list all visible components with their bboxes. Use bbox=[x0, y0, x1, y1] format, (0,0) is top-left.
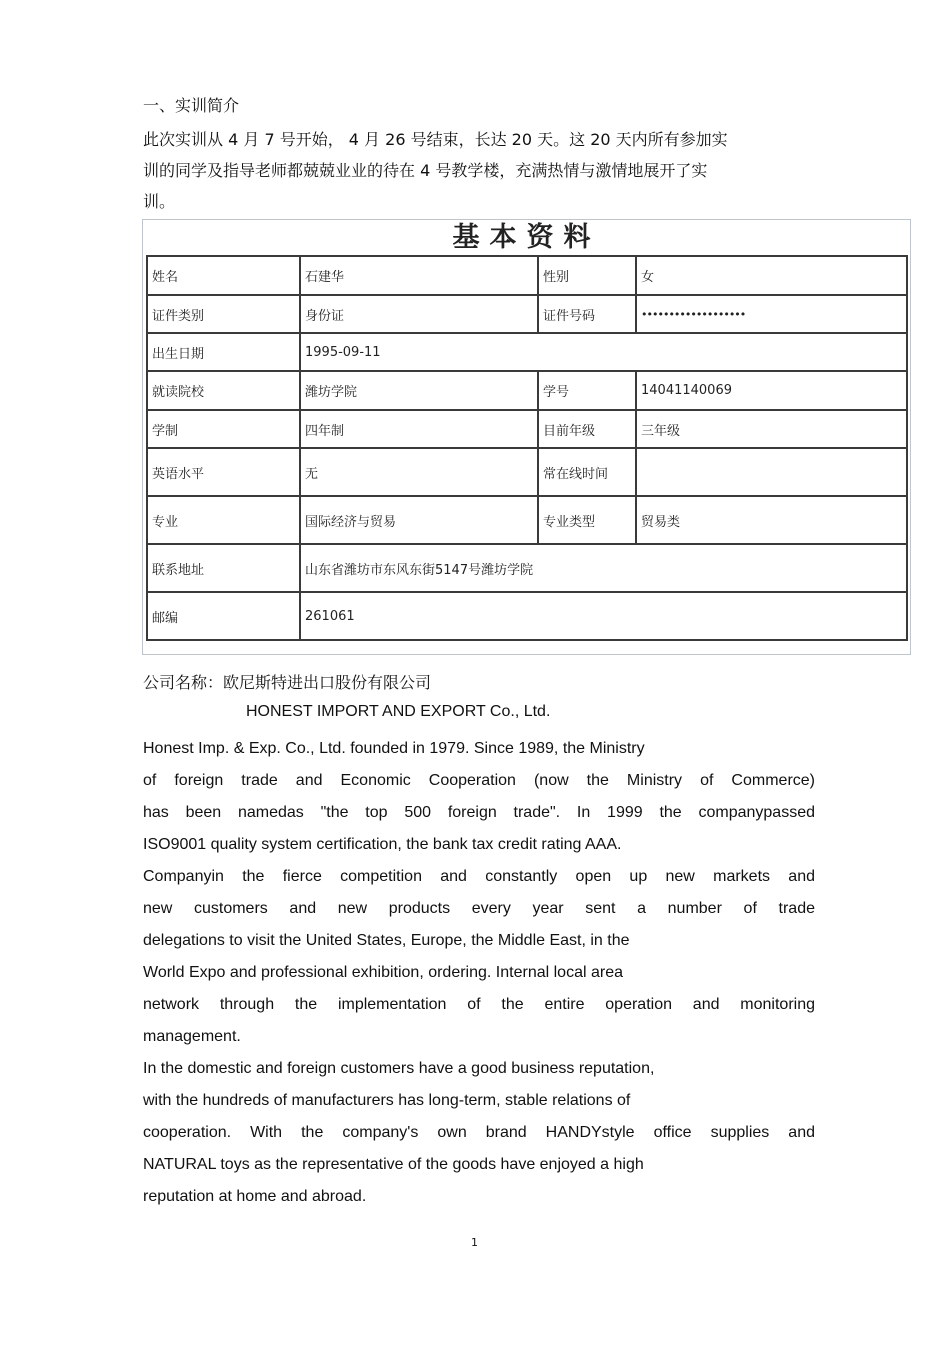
form-title: 基本资料 bbox=[452, 222, 601, 253]
table-row bbox=[147, 371, 907, 410]
table-row bbox=[147, 592, 907, 640]
section-heading: 一、实训简介 bbox=[143, 96, 240, 115]
field-value: 女 bbox=[636, 256, 907, 295]
description-line: of foreign trade and Economic Cooperation (now the Ministry of Commerce) bbox=[143, 772, 815, 789]
description-line: network through the implementation of the entire operation and monitoring bbox=[143, 996, 815, 1013]
field-value: 三年级 bbox=[636, 410, 907, 448]
field-value: 身份证 bbox=[300, 295, 538, 333]
id-number-masked: ••••••••••••••••••• bbox=[636, 295, 907, 333]
description-line: World Expo and professional exhibition, ordering. Internal local area bbox=[143, 964, 623, 981]
field-value: 1995-09-11 bbox=[300, 333, 907, 371]
field-value: 四年制 bbox=[300, 410, 538, 448]
table-row bbox=[147, 544, 907, 592]
field-value: 潍坊学院 bbox=[300, 371, 538, 410]
table-row bbox=[147, 256, 907, 295]
field-label: 常在线时间 bbox=[538, 448, 636, 496]
field-value: 261061 bbox=[300, 592, 907, 640]
intro-line: 此次实训从 4 月 7 号开始， 4 月 26 号结束，长达 20 天。这 20 天内所有参加实 bbox=[143, 130, 728, 149]
intro-line: 训。 bbox=[143, 192, 176, 211]
intro-line: 训的同学及指导老师都兢兢业业的待在 4 号教学楼，充满热情与激情地展开了实 bbox=[143, 161, 708, 180]
company-name-label: 公司名称：欧尼斯特进出口股份有限公司 bbox=[143, 673, 432, 692]
field-value: 山东省潍坊市东风东街5147号潍坊学院 bbox=[300, 544, 907, 592]
field-label: 姓名 bbox=[147, 256, 300, 295]
field-value bbox=[636, 448, 907, 496]
field-value: 无 bbox=[300, 448, 538, 496]
field-label: 就读院校 bbox=[147, 371, 300, 410]
table-row bbox=[147, 295, 907, 333]
field-label: 联系地址 bbox=[147, 544, 300, 592]
description-line: delegations to visit the United States, Europe, the Middle East, in the bbox=[143, 932, 630, 949]
company-name-english: HONEST IMPORT AND EXPORT Co., Ltd. bbox=[246, 703, 551, 720]
field-value: 贸易类 bbox=[636, 496, 907, 544]
table-row bbox=[147, 410, 907, 448]
table-row bbox=[147, 448, 907, 496]
field-label: 学号 bbox=[538, 371, 636, 410]
field-value: 14041140069 bbox=[636, 371, 907, 410]
description-line: ISO9001 quality system certification, the bank tax credit rating AAA. bbox=[143, 836, 622, 853]
description-line: with the hundreds of manufacturers has long-term, stable relations of bbox=[143, 1092, 631, 1109]
field-value: 石建华 bbox=[300, 256, 538, 295]
description-line: new customers and new products every year sent a number of trade bbox=[143, 900, 815, 917]
field-label: 英语水平 bbox=[147, 448, 300, 496]
description-line: In the domestic and foreign customers have a good business reputation, bbox=[143, 1060, 655, 1077]
basic-info-form bbox=[142, 219, 911, 655]
field-label: 性别 bbox=[538, 256, 636, 295]
description-line: Companyin the fierce competition and constantly open up new markets and bbox=[143, 868, 815, 885]
description-line: cooperation. With the company's own brand HANDYstyle office supplies and bbox=[143, 1124, 815, 1141]
company-description bbox=[143, 733, 815, 1213]
field-label: 目前年级 bbox=[538, 410, 636, 448]
description-line: management. bbox=[143, 1028, 241, 1045]
table-row bbox=[147, 333, 907, 371]
field-label: 邮编 bbox=[147, 592, 300, 640]
field-label: 证件号码 bbox=[538, 295, 636, 333]
page-number: 1 bbox=[471, 1236, 478, 1249]
description-line: Honest Imp. & Exp. Co., Ltd. founded in 1979. Since 1989, the Ministry bbox=[143, 740, 645, 757]
field-label: 专业 bbox=[147, 496, 300, 544]
intro-paragraph bbox=[143, 124, 813, 217]
field-label: 出生日期 bbox=[147, 333, 300, 371]
field-label: 专业类型 bbox=[538, 496, 636, 544]
field-label: 学制 bbox=[147, 410, 300, 448]
basic-info-table bbox=[146, 255, 908, 641]
description-line: has been namedas "the top 500 foreign trade". In 1999 the companypassed bbox=[143, 804, 815, 821]
table-row bbox=[147, 496, 907, 544]
field-label: 证件类别 bbox=[147, 295, 300, 333]
description-line: NATURAL toys as the representative of the goods have enjoyed a high bbox=[143, 1156, 644, 1173]
field-value: 国际经济与贸易 bbox=[300, 496, 538, 544]
description-line: reputation at home and abroad. bbox=[143, 1188, 367, 1205]
